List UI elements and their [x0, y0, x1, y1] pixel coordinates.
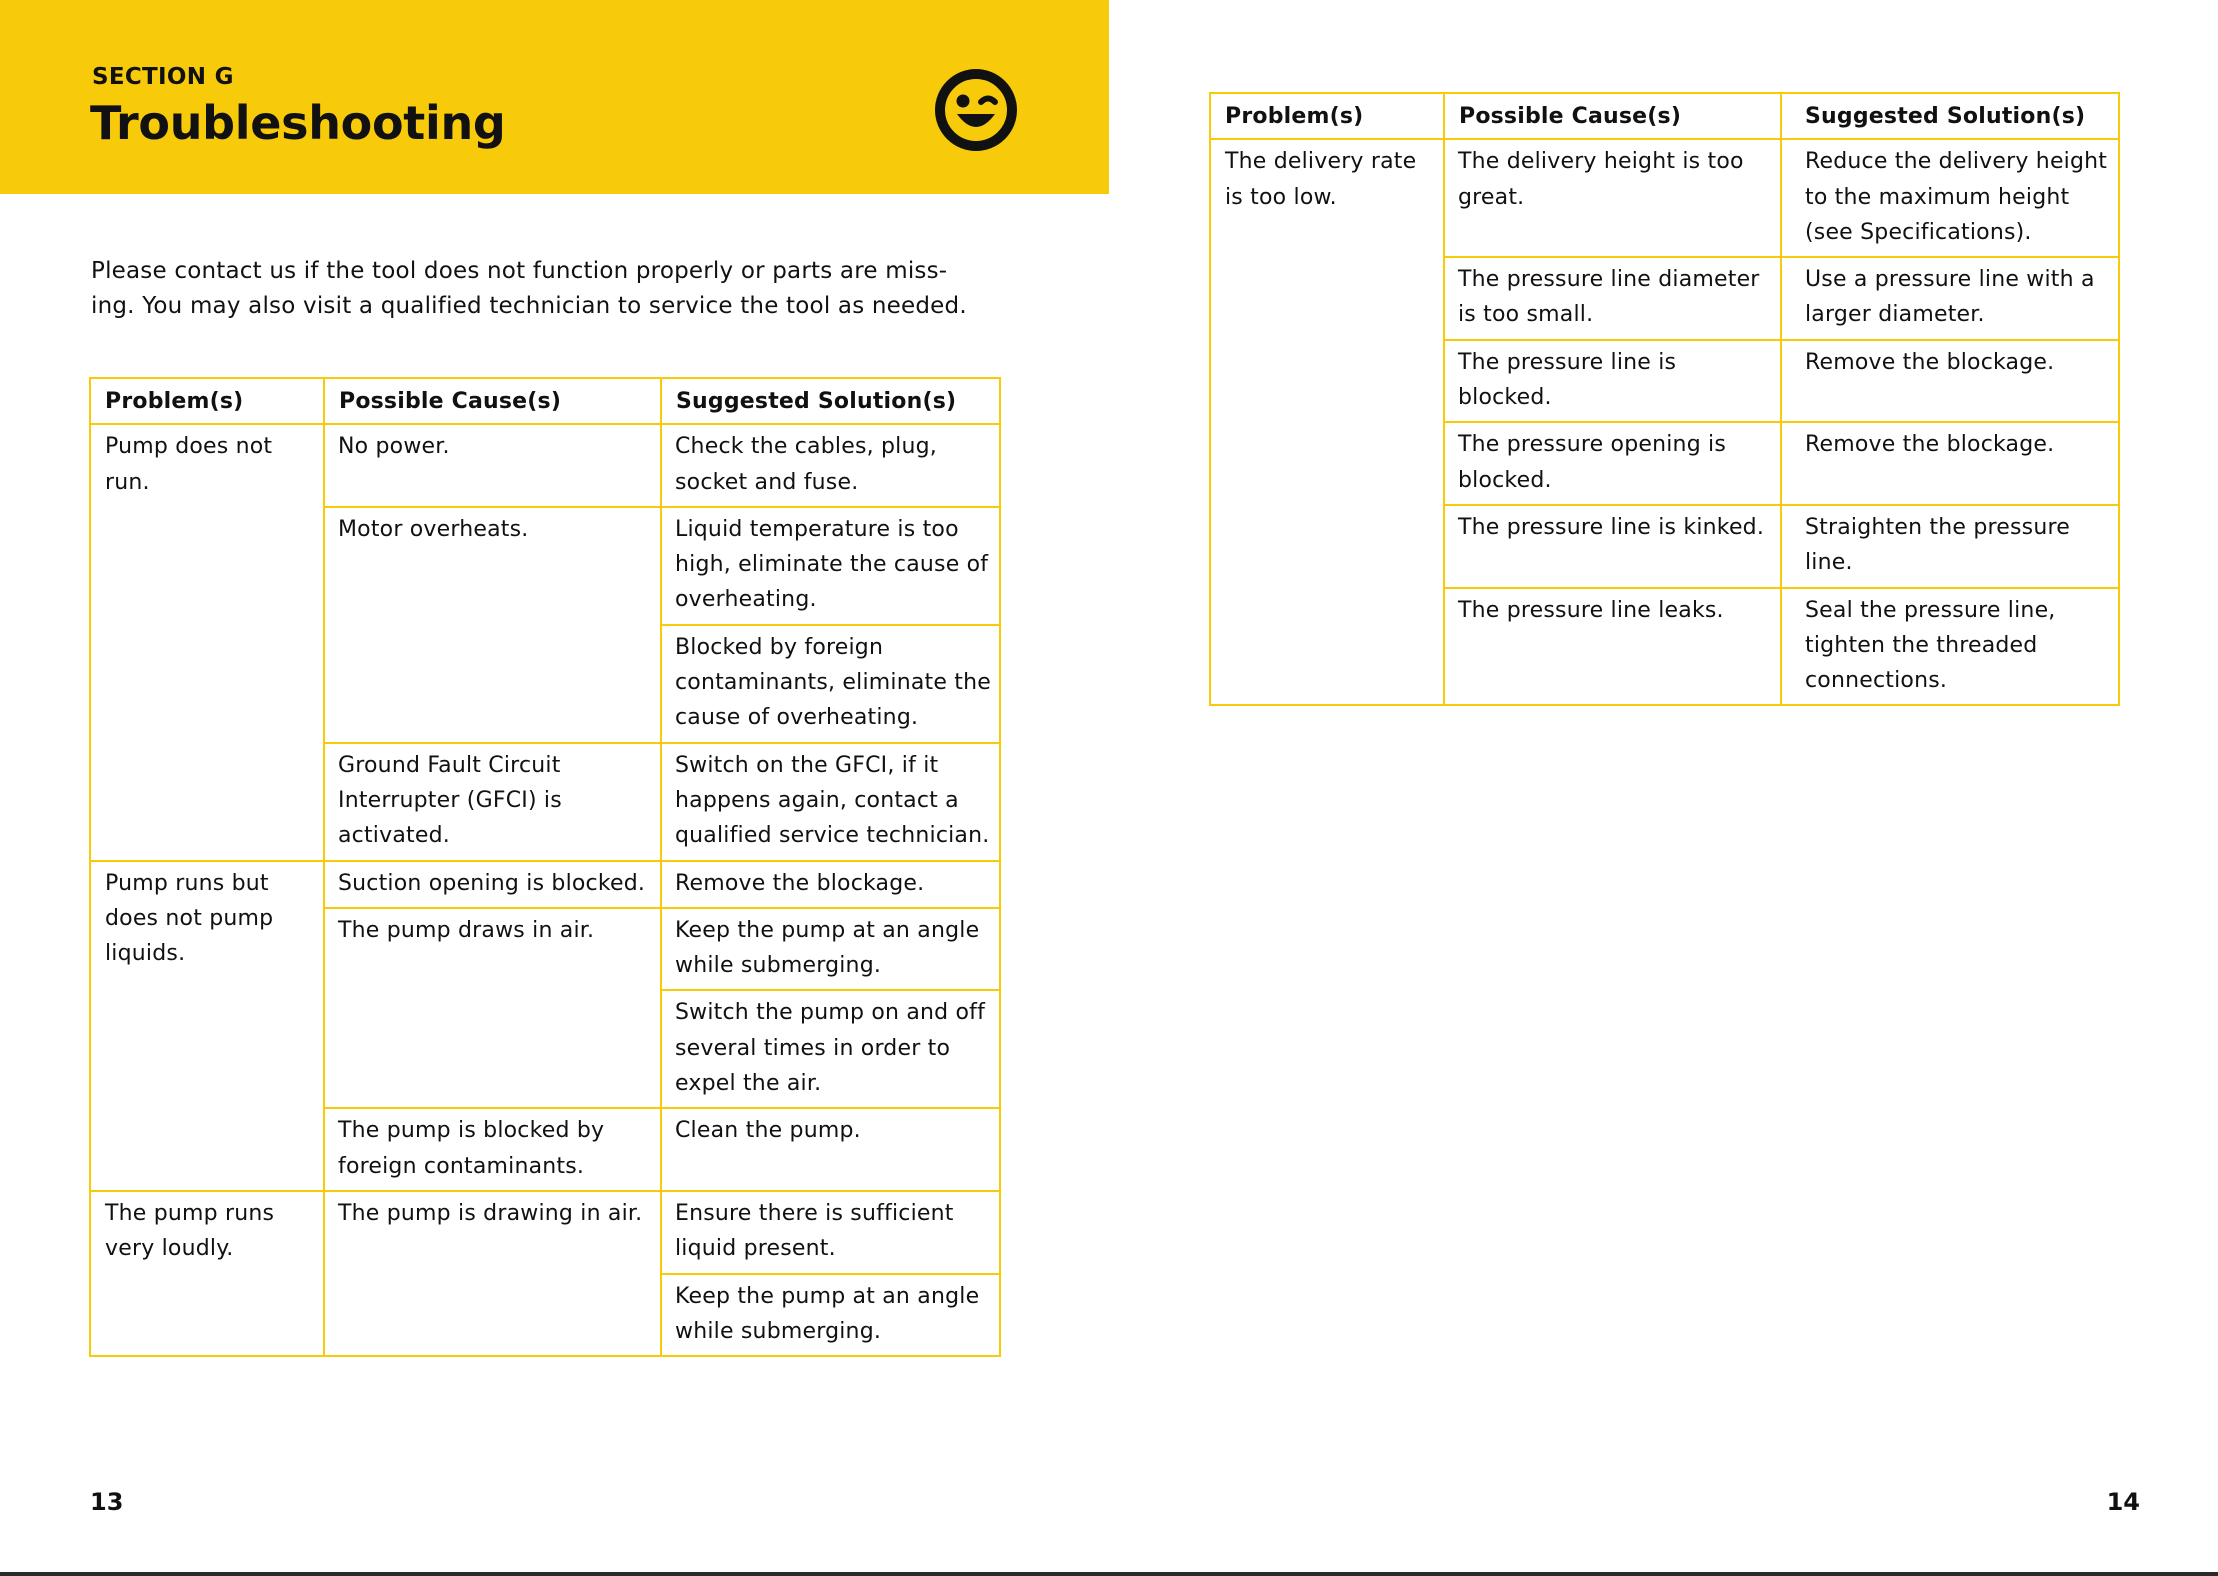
solution-cell: Remove the blockage. — [1781, 340, 2119, 423]
solution-cell: Keep the pump at an angle while submerging. — [661, 908, 1000, 991]
column-header-cause: Possible Cause(s) — [324, 378, 661, 424]
solution-cell: Reduce the delivery height to the maximum height (see Specifications). — [1781, 139, 2119, 257]
solution-cell: Remove the blockage. — [1781, 422, 2119, 505]
column-header-solution: Suggested Solution(s) — [1781, 93, 2119, 139]
column-header-cause: Possible Cause(s) — [1444, 93, 1781, 139]
cause-cell: The delivery height is too great. — [1444, 139, 1781, 257]
bottom-edge-rule — [0, 1572, 2218, 1576]
problem-cell: Pump runs but does not pump liquids. — [90, 861, 324, 1191]
cause-cell: Suction opening is blocked. — [324, 861, 661, 908]
solution-cell: Use a pressure line with a larger diameter. — [1781, 257, 2119, 340]
cause-cell: The pressure opening is blocked. — [1444, 422, 1781, 505]
page-number-right: 14 — [2106, 1488, 2140, 1516]
intro-line: Please contact us if the tool does not function properly or parts are miss- — [91, 258, 948, 284]
cause-cell: Motor overheats. — [324, 507, 661, 743]
table-row — [1210, 139, 2119, 257]
troubleshooting-table-right — [1209, 92, 2120, 706]
cause-cell: The pressure line is blocked. — [1444, 340, 1781, 423]
cause-cell: Ground Fault Circuit Interrupter (GFCI) is activated. — [324, 743, 661, 861]
solution-cell: Blocked by foreign contaminants, eliminate the cause of overheating. — [661, 625, 1000, 743]
solution-cell: Clean the pump. — [661, 1108, 1000, 1191]
solution-cell: Switch the pump on and off several times in order to expel the air. — [661, 990, 1000, 1108]
page-title: Troubleshooting — [90, 96, 506, 150]
solution-cell: Straighten the pressure line. — [1781, 505, 2119, 588]
page-number-left: 13 — [90, 1488, 124, 1516]
solution-cell: Ensure there is sufficient liquid present. — [661, 1191, 1000, 1274]
table-row — [90, 861, 1000, 908]
section-label: SECTION G — [92, 64, 234, 90]
troubleshooting-table-left — [89, 377, 1001, 1357]
solution-cell: Seal the pressure line, tighten the threaded connections. — [1781, 588, 2119, 706]
cause-cell: The pressure line leaks. — [1444, 588, 1781, 706]
column-header-problem: Problem(s) — [1210, 93, 1444, 139]
solution-cell: Remove the blockage. — [661, 861, 1000, 908]
column-header-solution: Suggested Solution(s) — [661, 378, 1000, 424]
cause-cell: The pump is blocked by foreign contaminants. — [324, 1108, 661, 1191]
cause-cell: The pump is drawing in air. — [324, 1191, 661, 1356]
intro-line: ing. You may also visit a qualified technician to service the tool as needed. — [91, 293, 967, 319]
problem-cell: The pump runs very loudly. — [90, 1191, 324, 1356]
cause-cell: The pressure line diameter is too small. — [1444, 257, 1781, 340]
column-header-problem: Problem(s) — [90, 378, 324, 424]
intro-paragraph — [91, 254, 1051, 324]
cause-cell: The pressure line is kinked. — [1444, 505, 1781, 588]
problem-cell: The delivery rate is too low. — [1210, 139, 1444, 705]
cause-cell: The pump draws in air. — [324, 908, 661, 1108]
table-header-row — [1210, 93, 2119, 139]
table-header-row — [90, 378, 1000, 424]
solution-cell: Keep the pump at an angle while submerging. — [661, 1274, 1000, 1357]
table-row — [90, 1191, 1000, 1274]
cause-cell: No power. — [324, 424, 661, 507]
table-row — [90, 424, 1000, 507]
smiley-face-icon — [932, 66, 1020, 154]
solution-cell: Check the cables, plug, socket and fuse. — [661, 424, 1000, 507]
solution-cell: Switch on the GFCI, if it happens again, contact a qualified service technician. — [661, 743, 1000, 861]
solution-cell: Liquid temperature is too high, eliminate the cause of overheating. — [661, 507, 1000, 625]
problem-cell: Pump does not run. — [90, 424, 324, 860]
